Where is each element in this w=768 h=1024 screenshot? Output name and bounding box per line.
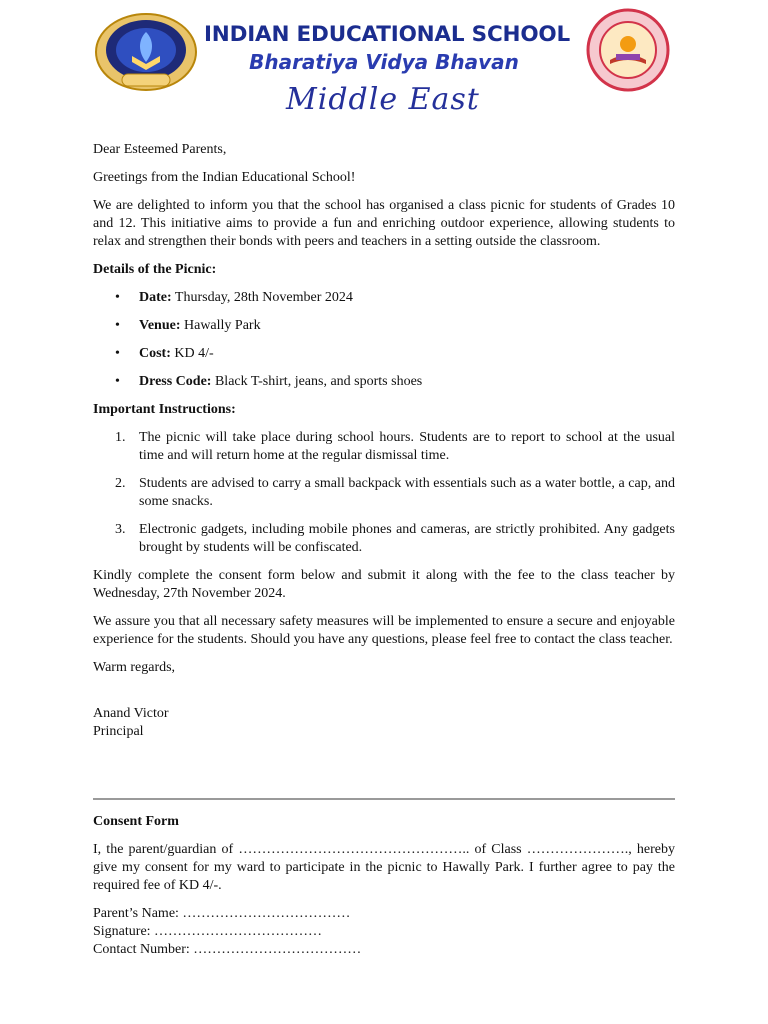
instructions-list [93,429,675,557]
school-name: INDIAN EDUCATIONAL SCHOOL [204,22,570,47]
detail-item-date: • Date: Thursday, 28th November 2024 [93,289,675,307]
consent-form [93,813,675,959]
signature-field: Signature: ……………………………… [93,924,323,939]
assurance-paragraph: We assure you that all necessary safety measures will be implemented to ensure a secure and enjoyable experience for the students. Should you have any questions, please feel free to contact the class teacher. [93,614,675,647]
closing: Warm regards, [93,660,176,675]
instructions-heading: Important Instructions: [93,402,236,417]
instruction-item: 2. Students are advised to carry a small backpack with essentials such as a water bottle, a cap, and some snacks. [115,476,675,509]
details-heading: Details of the Picnic: [93,262,217,277]
bhavan-emblem-icon [92,12,200,92]
salutation: Dear Esteemed Parents, [93,142,227,157]
instruction-item: 3. Electronic gadgets, including mobile phones and cameras, are strictly prohibited. Any gadgets brought by students will be confiscated. [115,522,675,555]
consent-request-paragraph: Kindly complete the consent form below and submit it along with the fee to the class teacher by Wednesday, 27th November 2024. [93,568,675,601]
detail-item-dress-code: • Dress Code: Black T-shirt, jeans, and sports shoes [93,373,675,391]
detail-item-cost: • Cost: KD 4/- [93,345,675,363]
contact-number-field: Contact Number: ……………………………… [93,942,362,957]
letter-body [93,141,675,751]
consent-fields [93,905,675,959]
details-list [93,289,675,391]
parent-name-field: Parent’s Name: ……………………………… [93,906,351,921]
signature-block [93,705,675,741]
letterhead [0,0,768,135]
greeting: Greetings from the Indian Educational School! [93,170,356,185]
signatory-name: Anand Victor [93,706,169,721]
school-subtitle: Bharatiya Vidya Bhavan [249,50,519,74]
signatory-title: Principal [93,724,144,739]
instruction-item: 1. The picnic will take place during school hours. Students are to report to school at the usual time and will return home at the regular dismissal time. [115,430,675,463]
intro-paragraph: We are delighted to inform you that the school has organised a class picnic for students of Grades 10 and 12. This initiative aims to provide a fun and enriching outdoor experience, allowing students to relax and strengthen their bonds with peers and teachers in a setting outside the classroom. [93,198,675,249]
detail-item-venue: • Venue: Hawally Park [93,317,675,335]
school-seal-icon [580,8,676,92]
consent-statement: I, the parent/guardian of ………………………………………….. of Class …………………., hereby give my consent for my ward to participate in the picnic to Hawally Park. I further agree to pay the required fee of KD 4/-. [93,842,675,893]
consent-title: Consent Form [93,814,179,829]
region-signature: Middle East [286,82,480,117]
section-divider [93,798,675,800]
